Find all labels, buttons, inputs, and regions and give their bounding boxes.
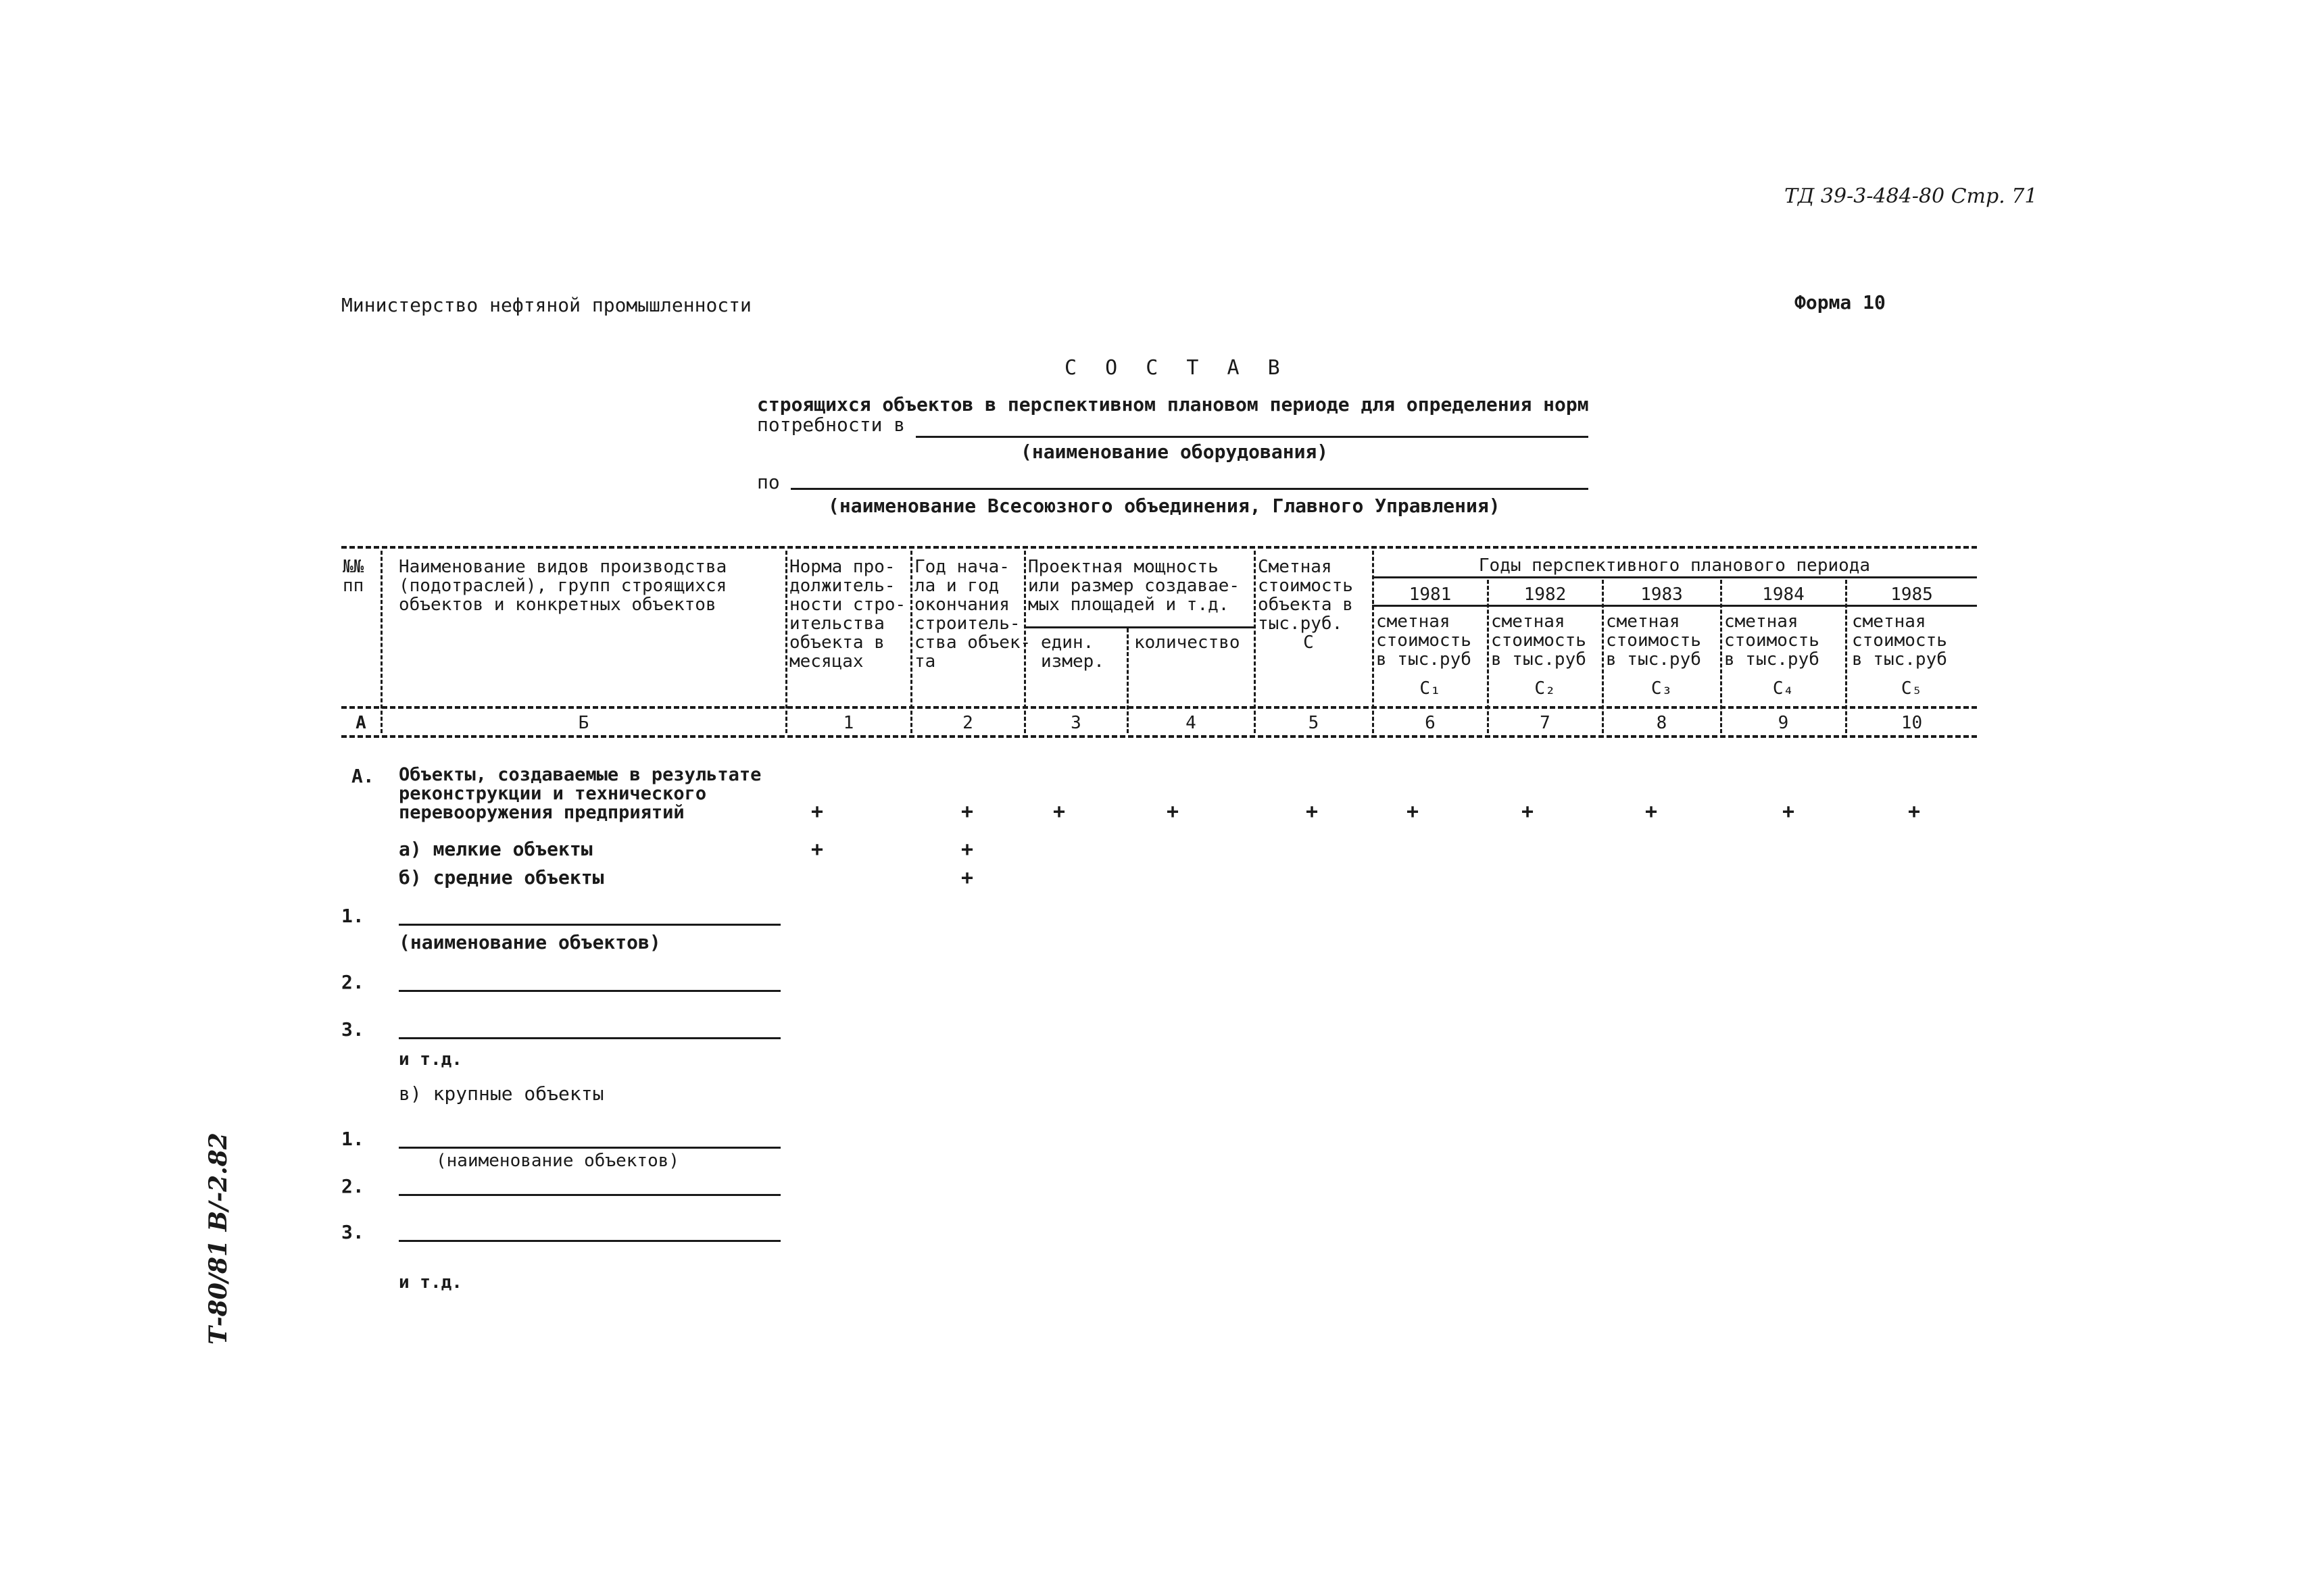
colnum-4: 4 — [1185, 713, 1196, 733]
header-name: Наименование видов производства (подотраслей), групп строящихся объектов и конкретных объектов — [399, 557, 727, 615]
colnum-8: 8 — [1656, 713, 1667, 733]
mark-col-9: + — [1782, 800, 1795, 824]
colnum-7: 7 — [1540, 713, 1550, 733]
year-1985-symbol: С₅ — [1901, 678, 1923, 699]
medium-objects: б) средние объекты — [399, 866, 604, 889]
years-row-underline — [1372, 605, 1977, 607]
item-number-2: 2. — [341, 971, 364, 993]
small-objects: а) мелкие объекты — [399, 838, 593, 860]
header-years-period: Годы перспективного планового периода — [1478, 555, 1871, 576]
header-capacity: Проектная мощность или размер создавае- мых площадей и т.д. — [1028, 557, 1240, 615]
large-item-number-2: 2. — [341, 1175, 364, 1197]
mark-col-2: + — [961, 800, 974, 824]
colnum-b: Б — [578, 713, 589, 733]
document-title: С О С Т А В — [1065, 356, 1288, 380]
colnum-10: 10 — [1901, 713, 1923, 733]
colnum-5: 5 — [1308, 713, 1319, 733]
col-separator — [1372, 551, 1374, 733]
subtitle-line-2: потребности в — [757, 414, 906, 436]
year-1981-symbol: С₁ — [1419, 678, 1441, 699]
year-1984-sub: сметная стоимость в тыс.руб — [1724, 612, 1819, 670]
large-item-line-1 — [399, 1147, 781, 1149]
equipment-fill-line — [916, 436, 1588, 438]
colnum-9: 9 — [1778, 713, 1789, 733]
item-number-1: 1. — [341, 905, 364, 927]
year-1983-sub: сметная стоимость в тыс.руб — [1606, 612, 1701, 670]
ministry-name: Министерство нефтяной промышленности — [341, 294, 752, 316]
year-1981-sub: сметная стоимость в тыс.руб — [1376, 612, 1471, 670]
capacity-subheader-line — [1024, 626, 1254, 628]
year-1983-symbol: С₃ — [1650, 678, 1673, 699]
colnum-2: 2 — [962, 713, 973, 733]
large-item-line-3 — [399, 1240, 781, 1242]
association-caption: (наименование Всесоюзного объединения, Главного Управления) — [828, 495, 1500, 517]
colnum-6: 6 — [1425, 713, 1436, 733]
mark-col-4: + — [1167, 800, 1179, 824]
item-line-2 — [399, 990, 781, 992]
section-a-title: Объекты, создаваемые в результате реконструкции и технического перевооружения предприятий — [399, 764, 762, 823]
margin-note: Т-80/81 В/-2.82 — [204, 1132, 233, 1345]
large-objects: в) крупные объекты — [399, 1082, 604, 1105]
year-1984-symbol: С₄ — [1772, 678, 1794, 699]
large-item-number-1: 1. — [341, 1128, 364, 1150]
objects-caption-2: (наименование объектов) — [436, 1151, 680, 1171]
col-separator — [1254, 551, 1256, 733]
colnum-3: 3 — [1071, 713, 1081, 733]
year-1982: 1982 — [1523, 584, 1567, 605]
mark-col-10: + — [1908, 800, 1921, 824]
mark-medium-col-2: + — [961, 866, 974, 890]
mark-col-8: + — [1645, 800, 1658, 824]
header-unit: един. измер. — [1041, 632, 1104, 672]
mark-small-col-2: + — [961, 838, 974, 862]
equipment-caption: (наименование оборудования) — [1021, 441, 1329, 463]
item-line-3 — [399, 1037, 781, 1039]
year-1982-sub: сметная стоимость в тыс.руб — [1491, 612, 1586, 670]
header-year: Год нача- ла и год окончания строитель- ства объек- та — [914, 557, 1031, 672]
year-1981: 1981 — [1409, 584, 1452, 605]
mark-col-1: + — [811, 800, 824, 824]
header-nn: №№ пп — [343, 557, 364, 596]
item-number-3: 3. — [341, 1018, 364, 1041]
col-separator — [381, 551, 383, 733]
colnum-a: А — [356, 713, 366, 733]
etc-1: и т.д. — [399, 1049, 462, 1070]
years-header-underline — [1372, 576, 1977, 578]
year-1985-sub: сметная стоимость в тыс.руб — [1852, 612, 1947, 670]
document-code: ТД 39-3-484-80 Стр. 71 — [1784, 184, 2038, 208]
mark-col-5: + — [1306, 800, 1319, 824]
section-a-letter: А. — [351, 765, 374, 787]
header-qty: количество — [1134, 632, 1240, 653]
header-norm: Норма про- должитель- ности стро- ительства объекта в месяцах — [789, 557, 906, 672]
col-separator — [910, 551, 912, 733]
table-top-border — [341, 546, 1977, 549]
col-separator — [785, 551, 787, 733]
mark-col-3: + — [1053, 800, 1066, 824]
mark-col-7: + — [1521, 800, 1534, 824]
association-fill-line — [791, 488, 1588, 490]
table-numbers-bottom-border — [341, 735, 1977, 738]
year-1983: 1983 — [1640, 584, 1683, 605]
subtitle-line-1: строящихся объектов в перспективном плановом периоде для определения норм — [757, 393, 1589, 416]
item-line-1 — [399, 924, 781, 926]
etc-2: и т.д. — [399, 1272, 462, 1293]
year-1982-symbol: С₂ — [1534, 678, 1556, 699]
header-cost: Сметная стоимость объекта в тыс.руб. С — [1258, 557, 1353, 653]
objects-caption: (наименование объектов) — [399, 931, 661, 953]
colnum-1: 1 — [843, 713, 854, 733]
year-1984: 1984 — [1762, 584, 1805, 605]
year-1985: 1985 — [1890, 584, 1933, 605]
mark-small-col-1: + — [811, 838, 824, 862]
mark-col-6: + — [1406, 800, 1419, 824]
large-item-number-3: 3. — [341, 1221, 364, 1243]
large-item-line-2 — [399, 1194, 781, 1196]
form-label: Форма 10 — [1794, 291, 1886, 314]
table-header-bottom-border — [341, 706, 1977, 709]
po-label: по — [757, 471, 780, 493]
